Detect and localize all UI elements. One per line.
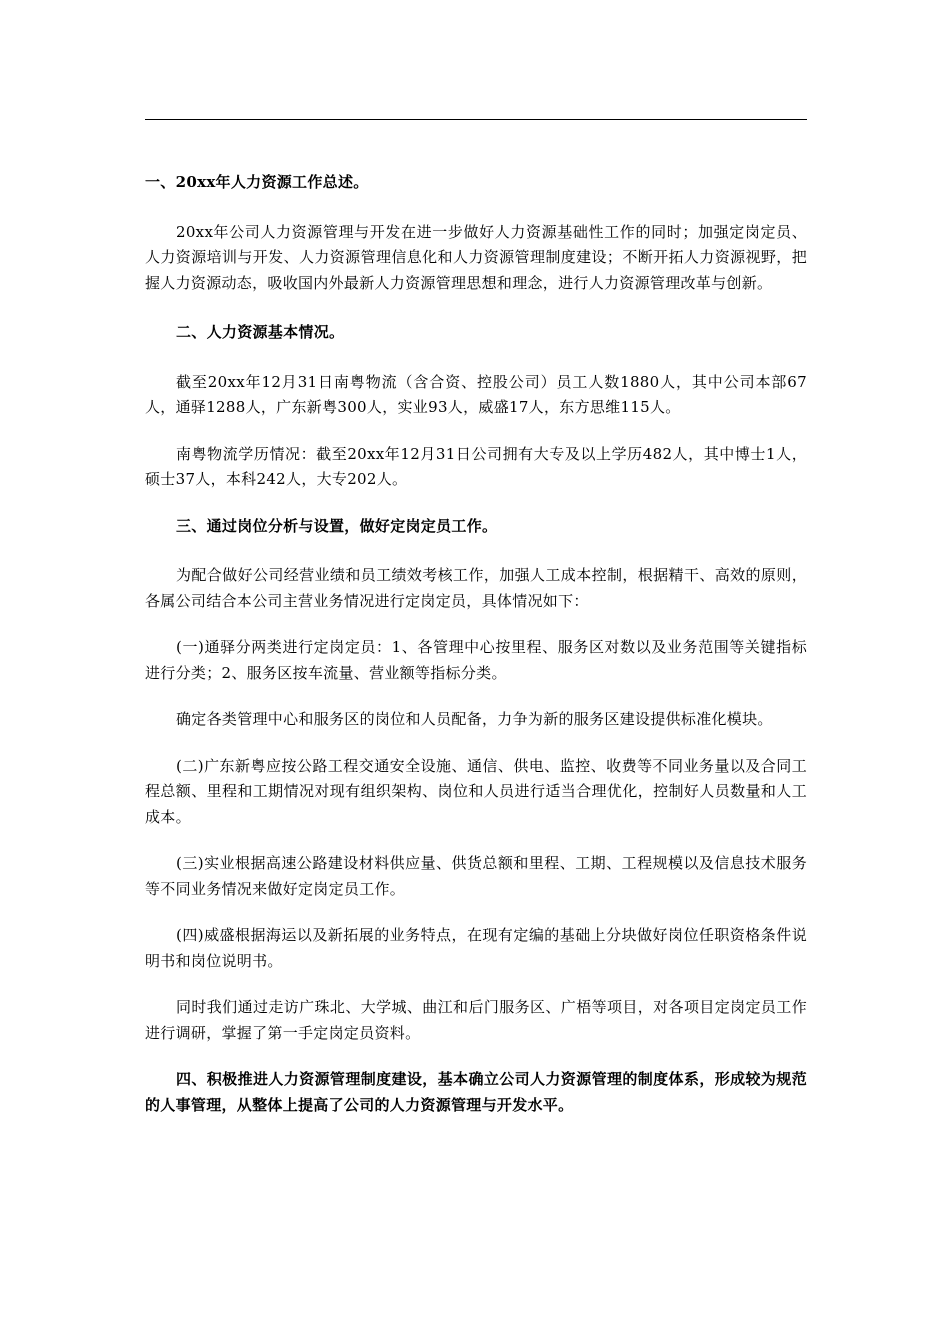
paragraph: (四)威盛根据海运以及新拓展的业务特点，在现有定编的基础上分块做好岗位任职资格条件说明书和岗位说明书。	[145, 926, 807, 970]
paragraph: (二)广东新粤应按公路工程交通安全设施、通信、供电、监控、收费等不同业务量以及合同工程总额、里程和工期情况对现有组织架构、岗位和人员进行适当合理优化，控制好人员数量和人工成本。	[145, 756, 807, 826]
section-heading-1: 一、20xx年人力资源工作总述。	[145, 173, 369, 191]
paragraph: (一)通驿分两类进行定岗定员：1、各管理中心按里程、服务区对数以及业务范围等关键指标进行分类；2、服务区按车流量、营业额等指标分类。	[145, 638, 807, 682]
section-heading-2: 二、人力资源基本情况。	[176, 323, 345, 341]
paragraph: 南粤物流学历情况：截至20xx年12月31日公司拥有大专及以上学历482人，其中博士1人，硕士37人，本科242人，大专202人。	[145, 444, 807, 488]
paragraph: 同时我们通过走访广珠北、大学城、曲江和后门服务区、广梧等项目，对各项目定岗定员工作进行调研，掌握了第一手定岗定员资料。	[145, 998, 807, 1042]
section-heading-4: 四、积极推进人力资源管理制度建设，基本确立公司人力资源管理的制度体系，形成较为规范的人事管理，从整体上提高了公司的人力资源管理与开发水平。	[145, 1070, 807, 1114]
header-rule	[145, 119, 807, 120]
paragraph: 截至20xx年12月31日南粤物流（含合资、控股公司）员工人数1880人，其中公司本部67人，通驿1288人，广东新粤300人，实业93人，威盛17人，东方思维115人。	[145, 372, 807, 416]
paragraph: 20xx年公司人力资源管理与开发在进一步做好人力资源基础性工作的同时；加强定岗定员、人力资源培训与开发、人力资源管理信息化和人力资源管理制度建设；不断开拓人力资源视野，把握人力资源动态，吸收国内外最新人力资源管理思想和理念，进行人力资源管理改革与创新。	[145, 222, 807, 292]
document-body	[145, 170, 807, 1118]
paragraph: 确定各类管理中心和服务区的岗位和人员配备，力争为新的服务区建设提供标准化模块。	[176, 710, 773, 728]
paragraph: (三)实业根据高速公路建设材料供应量、供货总额和里程、工期、工程规模以及信息技术服务等不同业务情况来做好定岗定员工作。	[145, 854, 807, 898]
paragraph: 为配合做好公司经营业绩和员工绩效考核工作，加强人工成本控制，根据精干、高效的原则，各属公司结合本公司主营业务情况进行定岗定员，具体情况如下：	[145, 566, 807, 610]
section-heading-3: 三、通过岗位分析与设置，做好定岗定员工作。	[176, 516, 498, 535]
